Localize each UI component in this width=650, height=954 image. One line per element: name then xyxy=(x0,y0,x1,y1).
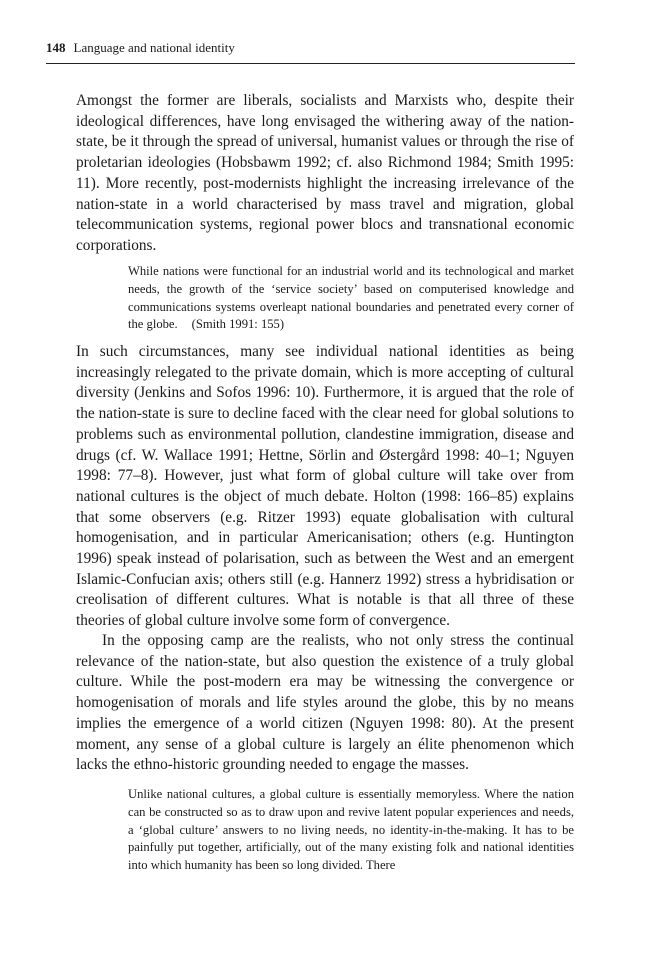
paragraph-text: Amongst the former are liberals, socialists and Marxists who, despite their ideological differences, have long envisaged the withering away of the nation-state, be it through the spread of universal, humanist values or through the rise of proletarian ideologies (Hobsbawm 1992; cf. also Richmond 1984; Smith 1995: 11). More recently, post-modernists highlight the increasing irrelevance of the nation-state in a world characterised by mass travel and migration, global telecommunication systems, regional power blocs and transnational economic corporations. xyxy=(76,92,574,254)
block-quote-text xyxy=(128,263,574,334)
running-header xyxy=(46,39,575,64)
paragraph-text: In the opposing camp are the realists, who not only stress the continual relevance of the nation-state, but also question the existence of a truly global culture. While the post-modern era may be witnessing the convergence or homogenisation of morals and life styles around the globe, this by no means implies the emergence of a world citizen (Nguyen 1998: 80). At the present moment, any sense of a global culture is largely an élite phenomenon which lacks the ethno-historic grounding needed to engage the masses. xyxy=(76,632,574,774)
block-quote-text: Unlike national cultures, a global culture is essentially memoryless. Where the nation can be constructed so as to draw upon and revive latent popular experiences and needs, a ‘global culture’ answers to no living needs, no identity-in-the-making. It has to be painfully put together, artificially, out of the many existing folk and national identities into which humanity has been so long divided. There xyxy=(128,787,574,873)
page-number: 148 xyxy=(46,40,66,55)
block-quote-1 xyxy=(128,263,574,334)
body-paragraph-3 xyxy=(76,631,574,776)
block-quote-2 xyxy=(128,786,574,875)
paragraph-text: In such circumstances, many see individual national identities as being increasingly relegated to the private domain, which is more accepting of cultural diversity (Jenkins and Sofos 1996: 10). Furthermore, it is argued that the role of the nation-state is sure to decline faced with the clear need for global solutions to problems such as environmental pollution, clandestine immigration, disease and drugs (cf. W. Wallace 1991; Hettne, Sörlin and Østergård 1998: 40–1; Nguyen 1998: 77–8). However, just what form of global culture will take over from national cultures is the object of much debate. Holton (1998: 166–85) explains that some observers (e.g. Ritzer 1993) equate globalisation with cultural homogenisation, and in particular Americanisation; others (e.g. Huntington 1996) speak instead of polarisation, such as between the West and an emergent Islamic-Confucian axis; others still (e.g. Hannerz 1992) stress a hybridisation or creolisation of different cultures. What is notable is that all three of these theories of global culture involve some form of convergence. xyxy=(76,343,574,630)
quote-citation: (Smith 1991: 155) xyxy=(191,317,285,332)
running-title: Language and national identity xyxy=(73,40,235,55)
body-paragraph-2 xyxy=(76,342,574,632)
quote-body: While nations were functional for an industrial world and its technological and market needs, the growth of the ‘service society’ based on computerised knowledge and communications systems overleapt national boundaries and penetrated every corner of the globe. xyxy=(128,264,574,332)
body-paragraph-1 xyxy=(76,91,574,257)
